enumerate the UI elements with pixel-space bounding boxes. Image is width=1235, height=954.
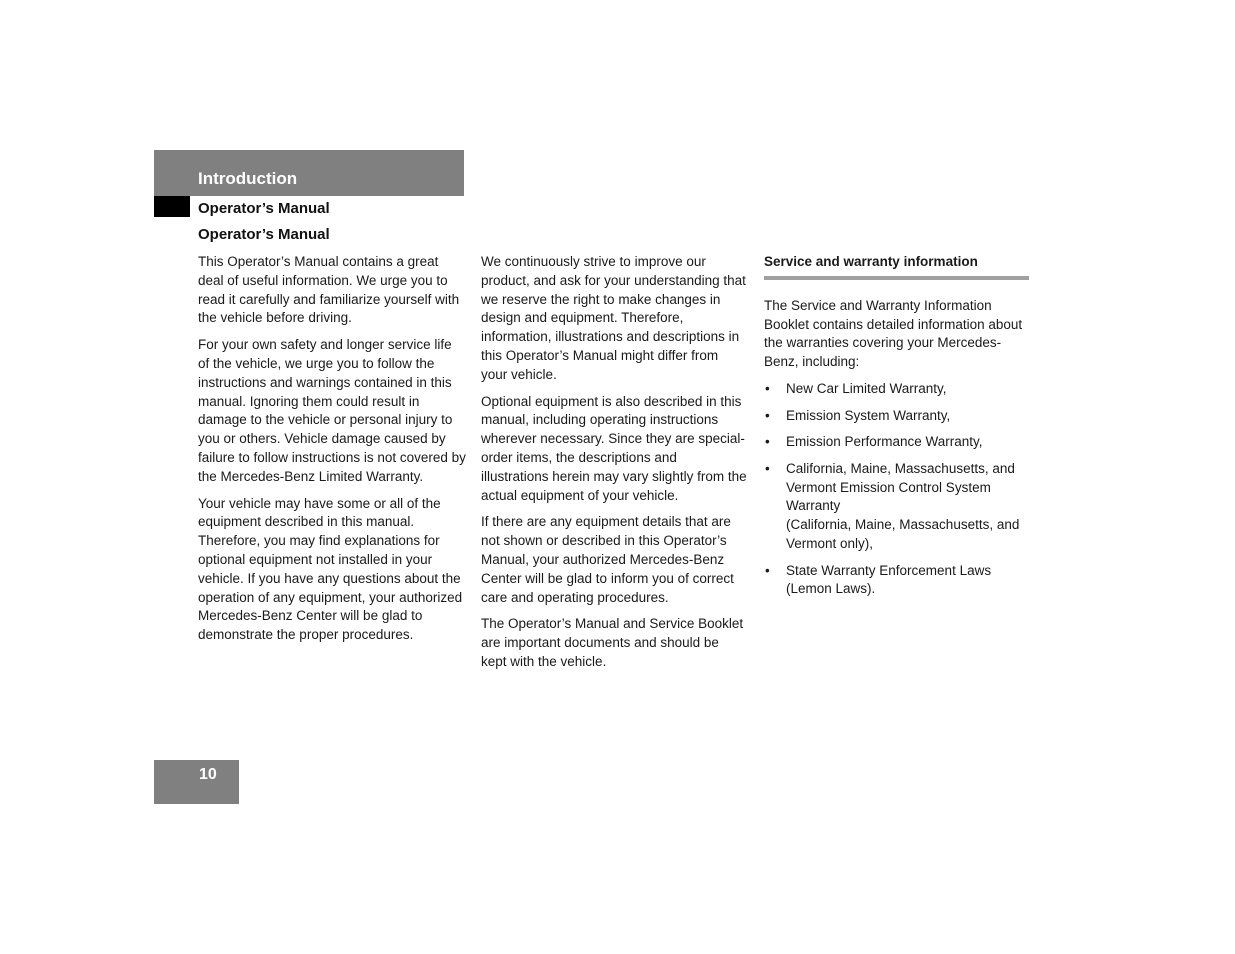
paragraph: For your own safety and longer service life of the vehicle, we urge you to follow the instructions and warnings contained in this manual. Ignoring them could result in damage to the vehicle or personal injury to you or others. Vehicle damage caused by failure to follow instructions is not covered by the Mercedes-Benz Limited Warranty. (198, 337, 466, 484)
list-item (764, 380, 1032, 399)
chapter-header-band (154, 150, 464, 196)
list-item-text: Emission Performance Warranty, (786, 434, 983, 450)
list-item-text: State Warranty Enforcement Laws (Lemon Laws). (786, 562, 992, 597)
paragraph: We continuously strive to improve our product, and ask for your understanding that we reserve the right to make changes in design and equipment. Therefore, information, illustrations and descriptions in this Operator’s Manual might differ from your vehicle. (481, 254, 746, 382)
subsection-heading: Service and warranty information (764, 254, 978, 269)
list-item (764, 407, 1032, 426)
page-number-box (154, 760, 239, 804)
heading-underline (764, 276, 1029, 280)
page-number: 10 (199, 766, 217, 783)
chapter-title: Introduction (198, 169, 298, 188)
list-item (764, 460, 1032, 554)
list-item (764, 433, 1032, 452)
list-item-text: California, Maine, Massachusetts, and Vermont Emission Control System Warranty (786, 460, 1015, 514)
paragraph: The Service and Warranty Information Booklet contains detailed information about the warranties covering your Mercedes-Benz, including: (764, 297, 1023, 370)
list-item-text: New Car Limited Warranty, (786, 380, 947, 396)
section-subtitle: Operator’s Manual (198, 226, 330, 243)
paragraph: The Operator’s Manual and Service Booklet are important documents and should be kept with the vehicle. (481, 616, 744, 669)
text-column-3 (764, 253, 1032, 607)
paragraph: Your vehicle may have some or all of the equipment described in this manual. Therefore, you may find explanations for optional equipment not installed in your vehicle. If you have any questions about the operation of any equipment, your authorized Mercedes-Benz Center will be glad to demonstrate the proper procedures. (198, 495, 463, 643)
bullet-icon: • (765, 562, 770, 578)
section-marker-tab (154, 196, 190, 217)
warranty-list (764, 380, 1032, 599)
paragraph: Optional equipment is also described in this manual, including operating instructions wherever necessary. Since they are special-order items, the descriptions and illustrations herein may vary slightly from the actual equipment of your vehicle. (481, 393, 747, 503)
text-column-2 (481, 253, 747, 680)
paragraph: If there are any equipment details that are not shown or described in this Operator’s Manual, your authorized Mercedes-Benz Center will be glad to inform you of correct care and operating procedures. (481, 514, 734, 605)
text-column-1 (198, 253, 466, 653)
bullet-icon: • (765, 407, 770, 423)
bullet-icon: • (765, 434, 770, 450)
section-title: Operator’s Manual (198, 200, 330, 217)
bullet-icon: • (765, 460, 770, 476)
bullet-icon: • (765, 380, 770, 396)
list-item-note: (California, Maine, Massachusetts, and Vermont only), (786, 517, 1020, 551)
list-item (764, 562, 1032, 600)
paragraph: This Operator’s Manual contains a great deal of useful information. We urge you to read it carefully and familiarize yourself with the vehicle before driving. (198, 254, 460, 326)
list-item-text: Emission System Warranty, (786, 407, 951, 423)
